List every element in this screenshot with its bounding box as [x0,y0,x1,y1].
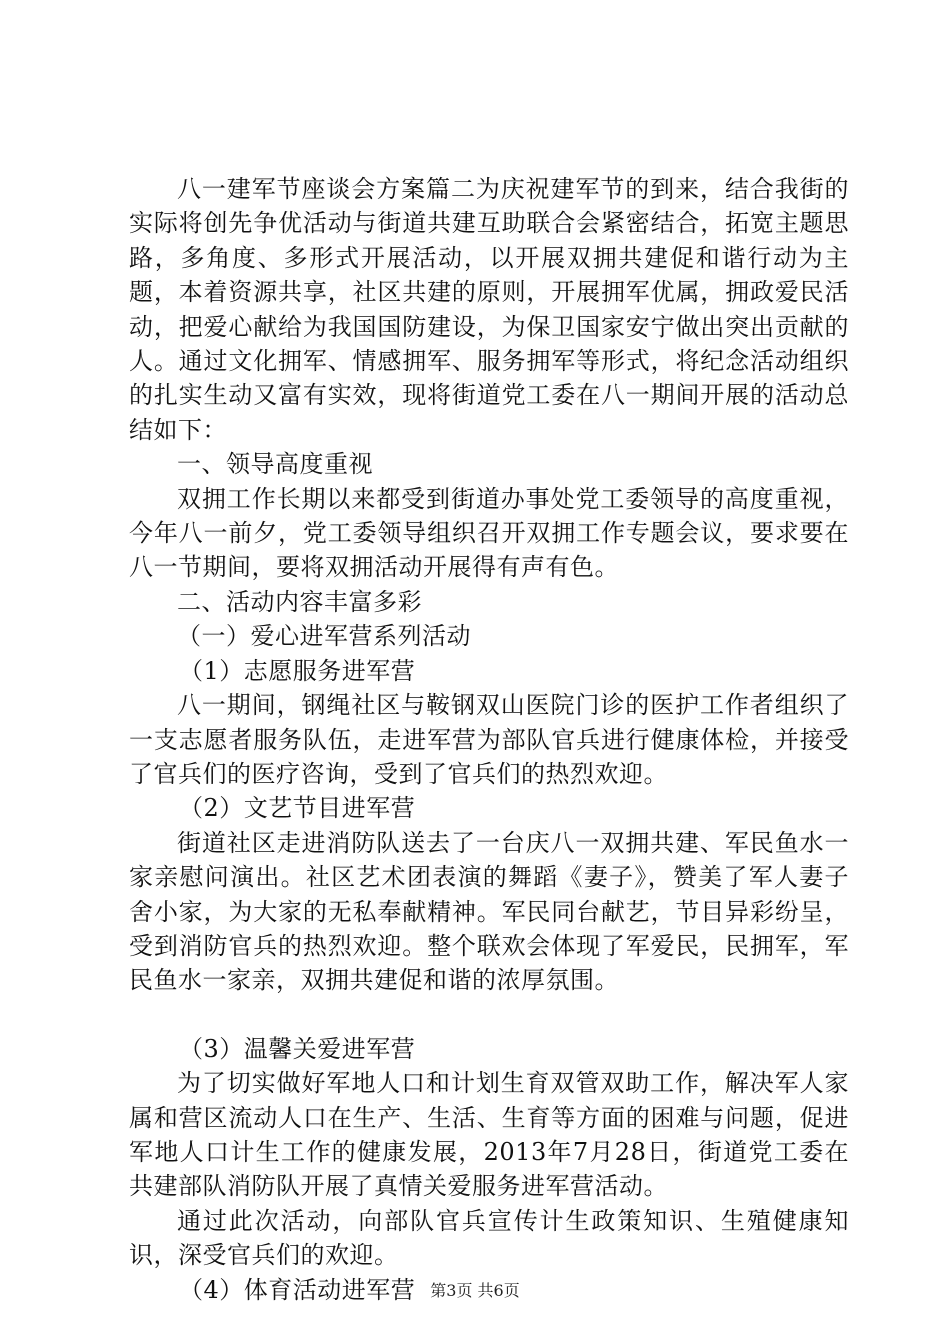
item-heading-sports: （4）体育活动进军营 [179,1275,416,1304]
item-heading-volunteer: （1）志愿服务进军营 [179,656,416,685]
leadership-paragraph: 双拥工作长期以来都受到街道办事处党工委领导的高度重视，今年八一前夕，党工委领导组织召开双拥工作专题会议，要求要在八一节期间，要将双拥活动开展得有声有色。 [129,484,849,582]
item-heading-performance: （2）文艺节目进军营 [179,794,416,823]
section-heading-activities: 二、活动内容丰富多彩 [177,587,422,616]
performance-paragraph: 街道社区走进消防队送去了一台庆八一双拥共建、军民鱼水一家亲慰问演出。社区艺术团表演的舞蹈《妻子》，赞美了军人妻子舍小家，为大家的无私奉献精神。军民同台献艺，节目异彩纷呈，受到消防官兵的热烈欢迎。整个联欢会体现了军爱民，民拥军，军民鱼水一家亲，双拥共建促和谐的浓厚氛围。 [129,828,849,995]
intro-paragraph: 八一建军节座谈会方案篇二为庆祝建军节的到来，结合我街的实际将创先争优活动与街道共建互助联合会紧密结合，拓宽主题思路，多角度、多形式开展活动，以开展双拥共建促和谐行动为主题，本着资源共享，社区共建的原则，开展拥军优属，拥政爱民活动，把爱心献给为我国国防建设，为保卫国家安宁做出突出贡献的人。通过文化拥军、情感拥军、服务拥军等形式，将纪念活动组织的扎实生动又富有实效，现将街道党工委在八一期间开展的活动总结如下： [129,175,849,444]
care-result-paragraph: 通过此次活动，向部队官兵宣传计生政策知识、生殖健康知识，深受官兵们的欢迎。 [129,1206,849,1270]
page-footer: 第3页 共6页 [430,1281,520,1300]
document-body [129,172,849,1307]
section-heading-leadership: 一、领导高度重视 [177,450,373,479]
item-heading-care: （3）温馨关爱进军营 [179,1034,416,1063]
care-paragraph: 为了切实做好军地人口和计划生育双管双助工作，解决军人家属和营区流动人口在生产、生活、生育等方面的困难与问题，促进军地人口计生工作的健康发展，2013年7月28日，街道党工委在共建部队消防队开展了真情关爱服务进军营活动。 [129,1069,849,1201]
paragraph-gap [129,998,849,1032]
subsection-heading-love: （一）爱心进军营系列活动 [177,622,471,651]
volunteer-paragraph: 八一期间，钢绳社区与鞍钢双山医院门诊的医护工作者组织了一支志愿者服务队伍，走进军营为部队官兵进行健康体检，并接受了官兵们的医疗咨询，受到了官兵们的热烈欢迎。 [129,691,849,788]
